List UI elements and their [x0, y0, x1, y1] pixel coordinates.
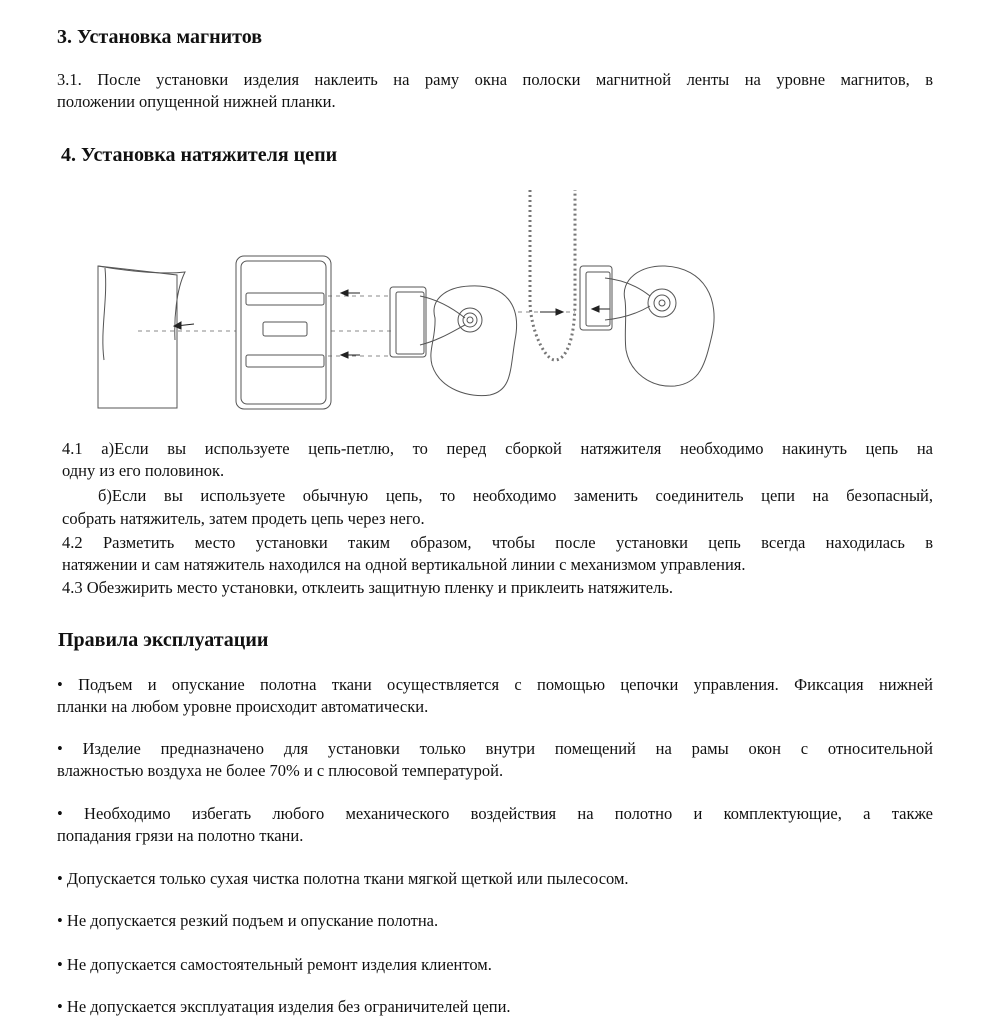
tensioner-half-left — [390, 286, 517, 396]
rules-heading: Правила эксплуатации — [58, 629, 269, 651]
item-4-1b-line-1: б)Если вы используете обычную цепь, то необходимо заменить соединитель цепи на безопасный, — [98, 486, 933, 505]
item-4-1a-line-2: одну из его половинок. — [62, 461, 225, 480]
item-4-2-line-2: натяжении и сам натяжитель находился на одной вертикальной линии с механизмом управления. — [62, 555, 746, 574]
direction-arrows — [174, 290, 610, 358]
item-4-2-line-1: 4.2 Разметить место установки таким образом, чтобы после установки цепь всегда находилась в — [62, 533, 933, 552]
rule-3-line-2: попадания грязи на полотно ткани. — [57, 826, 304, 845]
rule-7: • Не допускается эксплуатация изделия без ограничителей цепи. — [57, 997, 511, 1016]
rule-3-line-1: • Необходимо избегать любого механического воздействия на полотно и комплектующие, а также — [57, 804, 933, 823]
rule-1-line-1: • Подъем и опускание полотна ткани осуществляется с помощью цепочки управления. Фиксация нижней — [57, 675, 933, 694]
tensioner-half-right — [580, 266, 714, 386]
magnet-holder-plate — [236, 256, 331, 409]
rule-5: • Не допускается резкий подъем и опускание полотна. — [57, 911, 439, 930]
rule-2-line-2: влажностью воздуха не более 70% и с плюсовой температурой. — [57, 761, 504, 780]
window-frame-panel — [98, 266, 185, 408]
section-3-paragraph-line-1: 3.1. После установки изделия наклеить на раму окна полоски магнитной ленты на уровне магнитов, в — [57, 70, 933, 89]
rule-6: • Не допускается самостоятельный ремонт изделия клиентом. — [57, 955, 492, 974]
chain-loop — [530, 190, 575, 360]
item-4-3: 4.3 Обезжирить место установки, отклеить защитную пленку и приклеить натяжитель. — [62, 578, 673, 597]
section-3-paragraph-line-2: положении опущенной нижней планки. — [57, 92, 336, 111]
item-4-1b-line-2: собрать натяжитель, затем продеть цепь через него. — [62, 509, 425, 528]
section-4-heading: 4. Установка натяжителя цепи — [61, 144, 338, 166]
item-4-1a-line-1: 4.1 а)Если вы используете цепь-петлю, то перед сборкой натяжителя необходимо накинуть цепь на — [62, 439, 933, 458]
rule-4: • Допускается только сухая чистка полотна ткани мягкой щеткой или пылесосом. — [57, 869, 629, 888]
guide-lines — [138, 296, 575, 356]
rule-2-line-1: • Изделие предназначено для установки только внутри помещений на рамы окон с относительной — [57, 739, 933, 758]
rule-1-line-2: планки на любом уровне происходит автоматически. — [57, 697, 429, 716]
section-3-heading: 3. Установка магнитов — [57, 26, 262, 48]
